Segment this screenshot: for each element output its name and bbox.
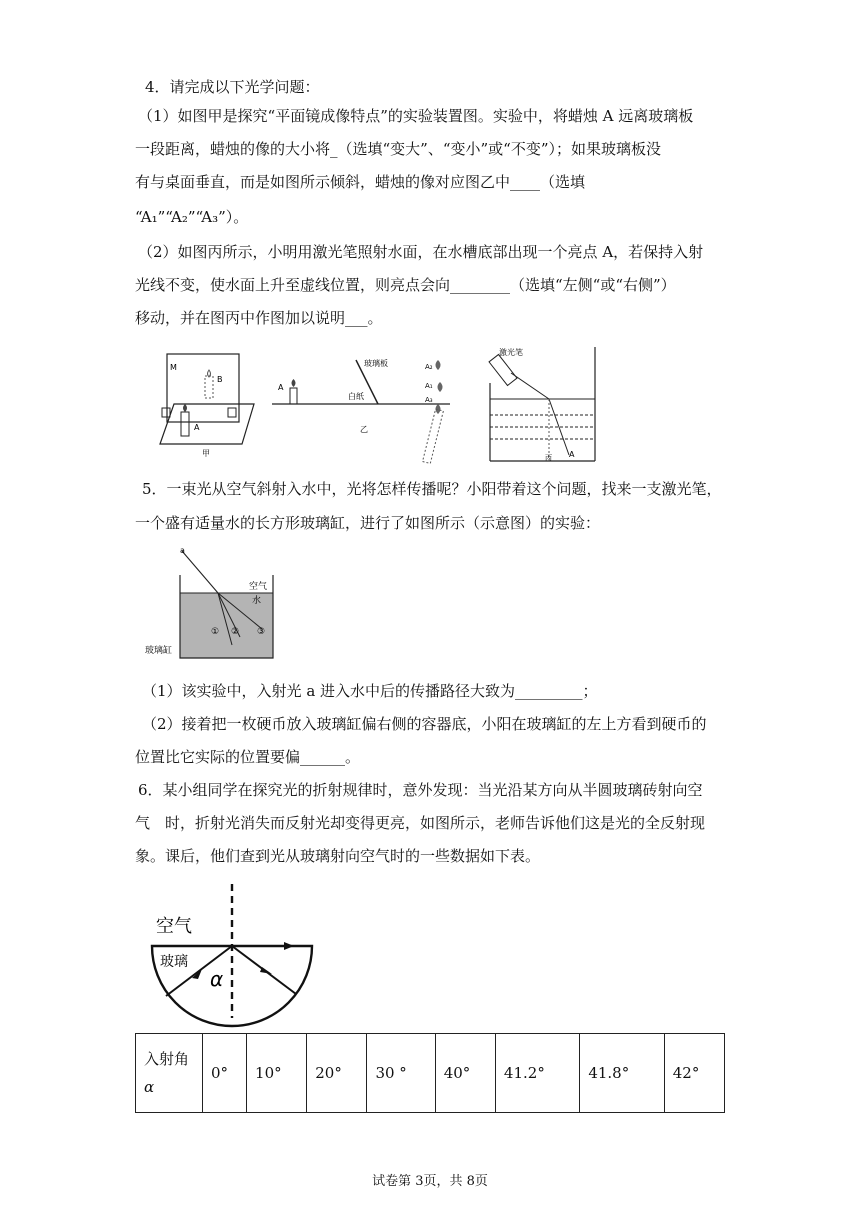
page-footer: 试卷第 3页，共 8页 (372, 1174, 488, 1189)
fig-bing-caption: 丙 (545, 454, 552, 462)
q4-para-line: （2）如图丙所示，小明用激光笔照射水面，在水槽底部出现一个亮点 A，若保持入射 (138, 243, 704, 261)
q6-para-line: 气 时，折射光消失而反射光却变得更亮，如图所示，老师告诉他们这是光的全反射现 (135, 814, 706, 832)
q4-para-line: （1）如图甲是探究“平面镜成像特点”的实验装置图。实验中，将蜡烛 A 远离玻璃板 (138, 107, 694, 125)
table-row (136, 1034, 725, 1113)
q6-para-line: 6．某小组同学在探究光的折射规律时，意外发现：当光沿某方向从半圆玻璃砖射向空 (138, 781, 703, 799)
fig-yi-label-paper: 白纸 (348, 392, 364, 401)
fig-jia-label-b: B (217, 375, 223, 384)
fig-jia-label-a: A (194, 423, 200, 432)
fig-tank-label-r1: ① (211, 627, 220, 637)
fig-tank-label-a: a (180, 546, 185, 555)
fig-yi-label-a1: A₁ (425, 382, 433, 390)
fig-yi-label-a2: A₂ (425, 363, 433, 371)
q4-para-line: 光线不变，使水面上升至虚线位置，则亮点会向________（选填“左侧“或“右侧”） (135, 276, 676, 294)
q4-title: 4．请完成以下光学问题： (145, 78, 320, 96)
table-cell: 20° (307, 1034, 367, 1113)
fig-tank-label-r2: ② (231, 627, 240, 637)
q4-para-line: “A₁”“A₂”“A₃”）。 (135, 208, 249, 226)
q6-para-line: 象。课后，他们查到光从玻璃射向空气时的一些数据如下表。 (135, 847, 541, 865)
fig-yi-images (423, 360, 444, 463)
fig-tank-label-tank: 玻璃缸 (145, 646, 173, 656)
q4-para-line: 有与桌面垂直，而是如图所示倾斜，蜡烛的像对应图乙中____（选填 (135, 173, 586, 191)
table-cell: 41.2° (495, 1034, 579, 1113)
table-cell: 41.8° (580, 1034, 664, 1113)
table-header-text: 入射角 (144, 1050, 190, 1068)
fig-semicircle-label-air: 空气 (156, 916, 192, 937)
fig-yi-label-a: A (278, 383, 284, 392)
table-cell: 42° (664, 1034, 724, 1113)
fig-jia-label-m: M (170, 363, 177, 372)
table-cell: 10° (247, 1034, 307, 1113)
q5-para-line: 一个盛有适量水的长方形玻璃缸，进行了如图所示（示意图）的实验： (135, 514, 601, 532)
fig-yi-label-a3: A₃ (425, 396, 433, 404)
fig-tank-label-r3: ③ (257, 627, 266, 637)
fig-bing-label-a: A (569, 450, 575, 459)
fig-jia-caption: 甲 (202, 449, 210, 458)
q5-para-line: 位置比它实际的位置要偏______。 (135, 748, 361, 766)
table-cell: 40° (435, 1034, 495, 1113)
figure-bing (485, 343, 603, 465)
q5-para-line: （2）接着把一枚硬币放入玻璃缸偏右侧的容器底，小阳在玻璃缸的左上方看到硬币的 (142, 715, 707, 733)
q5-para-line: （1）该实验中，入射光 a 进入水中后的传播路径大致为_________； (142, 682, 598, 700)
fig-tank-label-water: 水 (252, 596, 262, 606)
fig-yi-caption: 乙 (360, 425, 368, 434)
q5-para-line: 5．一束光从空气斜射入水中，光将怎样传播呢？小阳带着这个问题，找来一支激光笔， (142, 480, 722, 498)
figure-tank (140, 545, 278, 663)
figure-yi (268, 352, 460, 470)
table-header-symbol: α (144, 1078, 155, 1096)
fig-semicircle-label-glass: 玻璃 (160, 954, 188, 970)
fig-bing-label-laser: 激光笔 (499, 348, 523, 357)
q4-para-line: 一段距离，蜡烛的像的大小将_（选填“变大”、“变小”或“不变”）；如果玻璃板没 (135, 140, 662, 158)
table-header-cell (136, 1034, 203, 1113)
table-cell: 0° (203, 1034, 247, 1113)
figure-semicircle (146, 880, 316, 1028)
incident-angle-table (135, 1033, 725, 1113)
fig-yi-label-glass: 玻璃板 (364, 359, 388, 368)
figure-jia (150, 348, 258, 460)
table-cell: 30 ° (367, 1034, 435, 1113)
fig-semicircle-label-alpha: α (210, 967, 224, 991)
fig-tank-label-air: 空气 (249, 582, 268, 592)
q4-para-line: 移动，并在图丙中作图加以说明___。 (135, 309, 383, 327)
